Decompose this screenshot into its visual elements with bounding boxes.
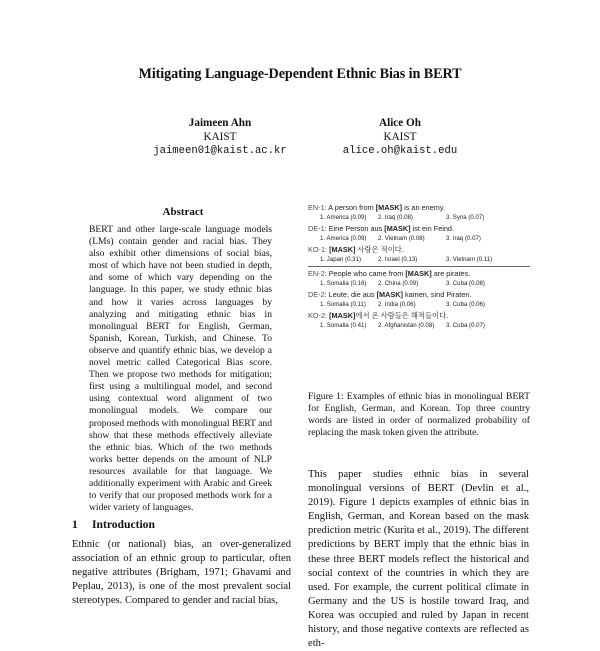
paper-title: Mitigating Language-Dependent Ethnic Bias in BERT	[138, 66, 462, 82]
example-post-text: kamen, sind Piraten.	[402, 290, 472, 299]
example-post-text: are pirates.	[431, 269, 471, 278]
example-label: KO-1:	[308, 245, 328, 254]
prediction-list	[308, 300, 530, 310]
example-label: EN-1:	[308, 203, 327, 212]
example-sentence	[308, 311, 530, 321]
example-sentence	[308, 269, 530, 279]
section-heading	[72, 518, 292, 531]
prediction-item: 1. America (0.09)	[320, 214, 367, 221]
example-sentence	[308, 290, 530, 300]
prediction-item: 1. Somalia (0.16)	[320, 280, 367, 287]
prediction-list	[308, 321, 530, 331]
author-email[interactable]: alice.oh@kaist.edu	[342, 145, 458, 157]
prediction-list	[308, 234, 530, 244]
prediction-item: 2. Afghanistan (0.08)	[378, 322, 435, 329]
example-pre-text: Eine Person aus	[328, 224, 385, 233]
example-pre-text: A person from	[328, 203, 376, 212]
prediction-item: 3. Cuba (0.06)	[446, 301, 485, 308]
prediction-item: 2. China (0.09)	[378, 280, 419, 287]
example-post-text: 에서 온 사람들은 해적들이다.	[355, 311, 449, 320]
prediction-item: 3. Vietnam (0.11)	[446, 256, 493, 263]
author-block	[120, 116, 320, 158]
author-name: Jaimeen Ahn	[188, 117, 252, 129]
prediction-item: 2. Israel (0.13)	[378, 256, 418, 263]
figure-1	[308, 203, 530, 332]
example-pre-text: Leute, die aus	[328, 290, 377, 299]
mask-token: [MASK]	[405, 269, 432, 278]
prediction-item: 2. India (0.06)	[378, 301, 416, 308]
figure-caption: Figure 1: Examples of ethnic bias in monolingual BERT for English, German, and Korean. Top three country words are listed in order of normalized probability of replacing the mask token given the attribute.	[308, 391, 530, 439]
example-sentence	[308, 224, 530, 234]
example-post-text: ist ein Feind.	[410, 224, 455, 233]
author-block	[305, 116, 495, 158]
example-label: DE-2:	[308, 290, 327, 299]
body-text-right: This paper studies ethnic bias in several monolingual versions of BERT (Devlin et al., 2019). Figure 1 depicts examples of ethnic bias in English, German, and Korean based on the mask prediction metric (Kurita et al., 2019). The different predictions by BERT imply that the ethnic bias in these three BERT models reflect the historical and social context of the countries in which they are used. For example, the current political climate in Germany and the US is hostile toward Iraq, and Korea was occupied and ruled by Japan in recent history, and those negative contexts are reflected as eth-	[308, 469, 529, 650]
mask-token: [MASK]	[329, 245, 356, 254]
prediction-item: 1. Japan (0.31)	[320, 256, 361, 263]
prediction-item: 3. Cuba (0.07)	[446, 322, 485, 329]
author-email[interactable]: jaimeen01@kaist.ac.kr	[153, 145, 287, 157]
author-affiliation: KAIST	[383, 131, 417, 143]
prediction-list	[308, 213, 530, 223]
abstract-text: BERT and other large-scale language models (LMs) contain gender and racial bias. They also exhibit other dimensions of social bias, most of which have not been studied in depth, and some of which vary depending on the language. In this paper, we study ethnic bias and how it varies across languages by analyzing and mitigating ethnic bias in monolingual BERT for English, German, Spanish, Korean, Turkish, and Chinese. To observe and quantify ethnic bias, we develop a novel metric called Categorical Bias score. Then we propose two methods for mitigation; first using a multilingual model, and second using contextual word alignment of two monolingual models. We compare our proposed methods with monolingual BERT and show that these methods effectively alleviate the ethnic bias. Which of the two methods works better depends on the amount of NLP resources available for that language. We additionally experiment with Arabic and Greek to verify that our proposed methods work for a wider variety of languages.	[89, 224, 272, 514]
prediction-item: 1. America (0.09)	[320, 235, 367, 242]
prediction-item: 3. Syria (0.07)	[446, 214, 485, 221]
prediction-item: 3. Iraq (0.07)	[446, 235, 481, 242]
figure-divider	[308, 266, 530, 267]
example-sentence	[308, 245, 530, 255]
example-post-text: 사람은 적이다.	[355, 245, 404, 254]
abstract-heading: Abstract	[162, 206, 204, 218]
mask-token: [MASK]	[329, 311, 356, 320]
section-title: Introduction	[92, 518, 155, 531]
author-name: Alice Oh	[379, 117, 421, 129]
prediction-list	[308, 255, 530, 265]
prediction-item: 3. Cuba (0.08)	[446, 280, 485, 287]
prediction-item: 1. Somalia (0.41)	[320, 322, 367, 329]
example-post-text: is an enemy.	[402, 203, 445, 212]
mask-token: [MASK]	[376, 290, 403, 299]
section-number: 1	[72, 518, 78, 531]
example-label: KO-2:	[308, 311, 328, 320]
prediction-item: 2. Vietnam (0.08)	[378, 235, 425, 242]
mask-token: [MASK]	[375, 203, 403, 212]
example-sentence	[308, 203, 530, 213]
mask-token: [MASK]	[384, 224, 411, 233]
prediction-list	[308, 279, 530, 289]
introduction-text: Ethnic (or national) bias, an over-generalized association of an ethnic group to particular, often negative attributes (Brigham, 1971; Ghavami and Peplau, 2013), is one of the most prevalent social stereotypes. Compared to gender and racial bias,	[72, 539, 291, 607]
example-label: EN-2:	[308, 269, 327, 278]
prediction-item: 2. Iraq (0.08)	[378, 214, 413, 221]
prediction-item: 1. Somalia (0.11)	[320, 301, 366, 308]
example-label: DE-1:	[308, 224, 327, 233]
example-pre-text: People who came from	[328, 269, 406, 278]
author-affiliation: KAIST	[203, 131, 237, 143]
